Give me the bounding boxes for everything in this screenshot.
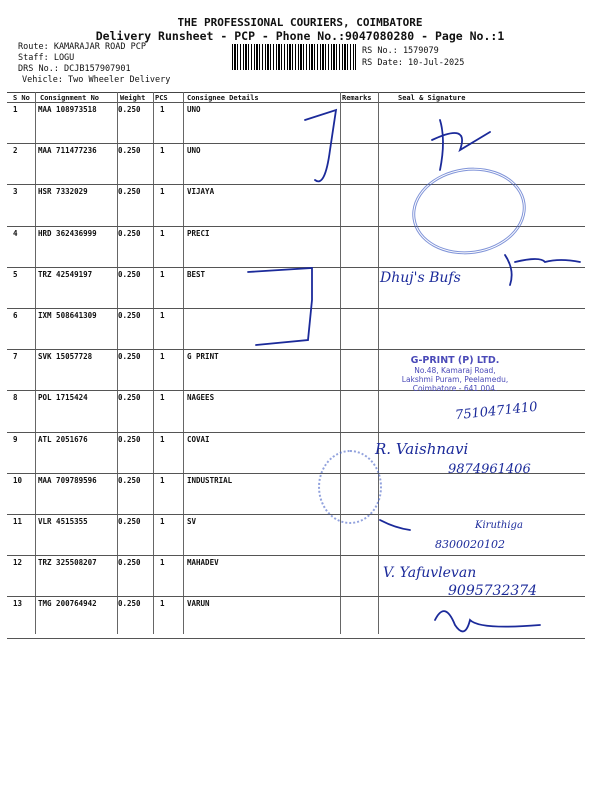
table-cell-name: UNO: [187, 105, 201, 114]
company-title: THE PROFESSIONAL COURIERS, COIMBATORE: [177, 16, 423, 29]
bracket-mark-top: [305, 110, 336, 181]
signature-row13: [435, 611, 540, 631]
table-cell-pcs: 1: [160, 475, 165, 485]
handwritten-row5-name: Dhuj's Bufs: [380, 270, 461, 286]
handwritten-row9-phone: 9874961406: [448, 462, 531, 477]
rs-date: RS Date: 10-Jul-2025: [362, 58, 465, 68]
table-cell-name: BEST: [187, 269, 206, 279]
table-cell-sno: 13: [13, 599, 23, 609]
table-cell-pcs: 1: [160, 105, 165, 114]
signature-row5: [505, 255, 580, 285]
table-cell-pcs: 1: [160, 146, 165, 156]
drs-label: DRS No.: DCJB157907901: [18, 64, 131, 74]
col-seal: Seal & Signature: [398, 94, 466, 102]
table-cell-wt: 0.250: [118, 311, 141, 320]
col-consignment: Consignment No: [40, 94, 100, 102]
signature-row1: [432, 120, 490, 170]
gprint-stamp-address: Lakshmi Puram, Peelamedu,: [401, 375, 509, 384]
table-cell-wt: 0.250: [118, 105, 141, 114]
gprint-stamp-name: G-PRINT (P) LTD.: [410, 355, 500, 366]
table-cell-name: PRECI: [187, 228, 210, 238]
table-cell-cn: ATL 2051676: [38, 434, 88, 444]
table-cell-sno: 8: [13, 393, 18, 403]
table-cell-sno: 6: [13, 311, 18, 320]
table-cell-sno: 4: [13, 228, 18, 238]
table-cell-sno: 9: [13, 434, 18, 444]
table-cell-wt: 0.250: [118, 393, 141, 403]
handwritten-row9-name: R. Vaishnavi: [375, 440, 469, 458]
staff-label: Staff: LOGU: [18, 53, 75, 63]
runsheet-subtitle: Delivery Runsheet - PCP - Phone No.:9047080280 - Page No.:1: [95, 29, 505, 43]
table-cell-cn: VLR 4515355: [38, 517, 88, 526]
table-cell-name: COVAI: [187, 434, 210, 444]
table-cell-cn: MAA 709789596: [38, 475, 97, 485]
gprint-stamp-address: No.48, Kamaraj Road,: [414, 366, 496, 375]
table-cell-cn: MAA 711477236: [38, 146, 97, 156]
table-cell-cn: TRZ 325508207: [38, 558, 97, 568]
col-weight: Weight: [120, 94, 146, 102]
bracket-mark-mid: [248, 268, 312, 345]
table-cell-pcs: 1: [160, 187, 165, 197]
handwritten-row11-phone: 8300020102: [435, 538, 505, 551]
table-cell-wt: 0.250: [118, 599, 141, 609]
table-cell-name: SV: [187, 517, 197, 526]
table-cell-name: INDUSTRIAL: [187, 475, 233, 485]
table-cell-cn: HSR 7332029: [38, 187, 88, 197]
handwritten-row12-phone: 9095732374: [448, 583, 538, 599]
table-cell-sno: 1: [13, 105, 18, 114]
table-cell-wt: 0.250: [118, 558, 141, 568]
table-cell-name: VIJAYA: [187, 187, 215, 197]
table-cell-sno: 12: [13, 558, 23, 568]
table-cell-pcs: 1: [160, 311, 165, 320]
table-cell-wt: 0.250: [118, 228, 141, 238]
table-cell-cn: IXM 508641309: [38, 311, 97, 320]
table-cell-name: VARUN: [187, 599, 210, 609]
col-consignee: Consignee Details: [187, 94, 259, 102]
table-cell-name: UNO: [187, 146, 201, 156]
table-cell-sno: 2: [13, 146, 18, 156]
table-cell-cn: TMG 200764942: [38, 599, 97, 609]
table-cell-sno: 3: [13, 187, 18, 197]
table-cell-wt: 0.250: [118, 517, 141, 526]
table-cell-sno: 5: [13, 269, 18, 279]
table-cell-name: NAGEES: [187, 393, 215, 403]
table-cell-cn: MAA 108973518: [38, 105, 97, 114]
table-cell-name: MAHADEV: [187, 558, 219, 568]
handwritten-row12-name: V. Yafuvlevan: [383, 565, 477, 581]
col-remarks: Remarks: [342, 94, 372, 102]
table-cell-wt: 0.250: [118, 475, 141, 485]
table-cell-wt: 0.250: [118, 434, 141, 444]
table-cell-wt: 0.250: [118, 146, 141, 156]
handwritten-row8-phone: 7510471410: [454, 399, 539, 424]
table-cell-pcs: 1: [160, 228, 165, 238]
table-cell-pcs: 1: [160, 558, 165, 568]
table-cell-pcs: 1: [160, 393, 165, 403]
col-pcs: PCS: [155, 94, 168, 102]
table-cell-cn: HRD 362436999: [38, 228, 97, 238]
table-cell-pcs: 1: [160, 269, 165, 279]
table-cell-wt: 0.250: [118, 352, 141, 362]
table-cell-sno: 10: [13, 475, 23, 485]
table-cell-pcs: 1: [160, 599, 165, 609]
route-label: Route: KAMARAJAR ROAD PCP: [18, 42, 146, 52]
table-cell-wt: 0.250: [118, 269, 141, 279]
vehicle-label: Vehicle: Two Wheeler Delivery: [22, 75, 171, 85]
table-cell-cn: SVK 15057728: [38, 352, 93, 362]
handwritten-row11-name: Kiruthiga: [475, 520, 523, 531]
table-cell-pcs: 1: [160, 352, 165, 362]
rs-number: RS No.: 1579079: [362, 46, 439, 56]
table-cell-pcs: 1: [160, 434, 165, 444]
table-cell-cn: TRZ 42549197: [38, 269, 93, 279]
scribble-row11: [380, 520, 410, 530]
table-cell-cn: POL 1715424: [38, 393, 88, 403]
gprint-stamp-address: Coimbatore - 641 004.: [412, 384, 498, 393]
table-cell-name: G PRINT: [187, 352, 219, 362]
table-cell-sno: 11: [13, 517, 23, 526]
col-sno: S No: [13, 94, 30, 102]
table-cell-sno: 7: [13, 352, 18, 362]
table-cell-pcs: 1: [160, 517, 165, 526]
table-cell-wt: 0.250: [118, 187, 141, 197]
